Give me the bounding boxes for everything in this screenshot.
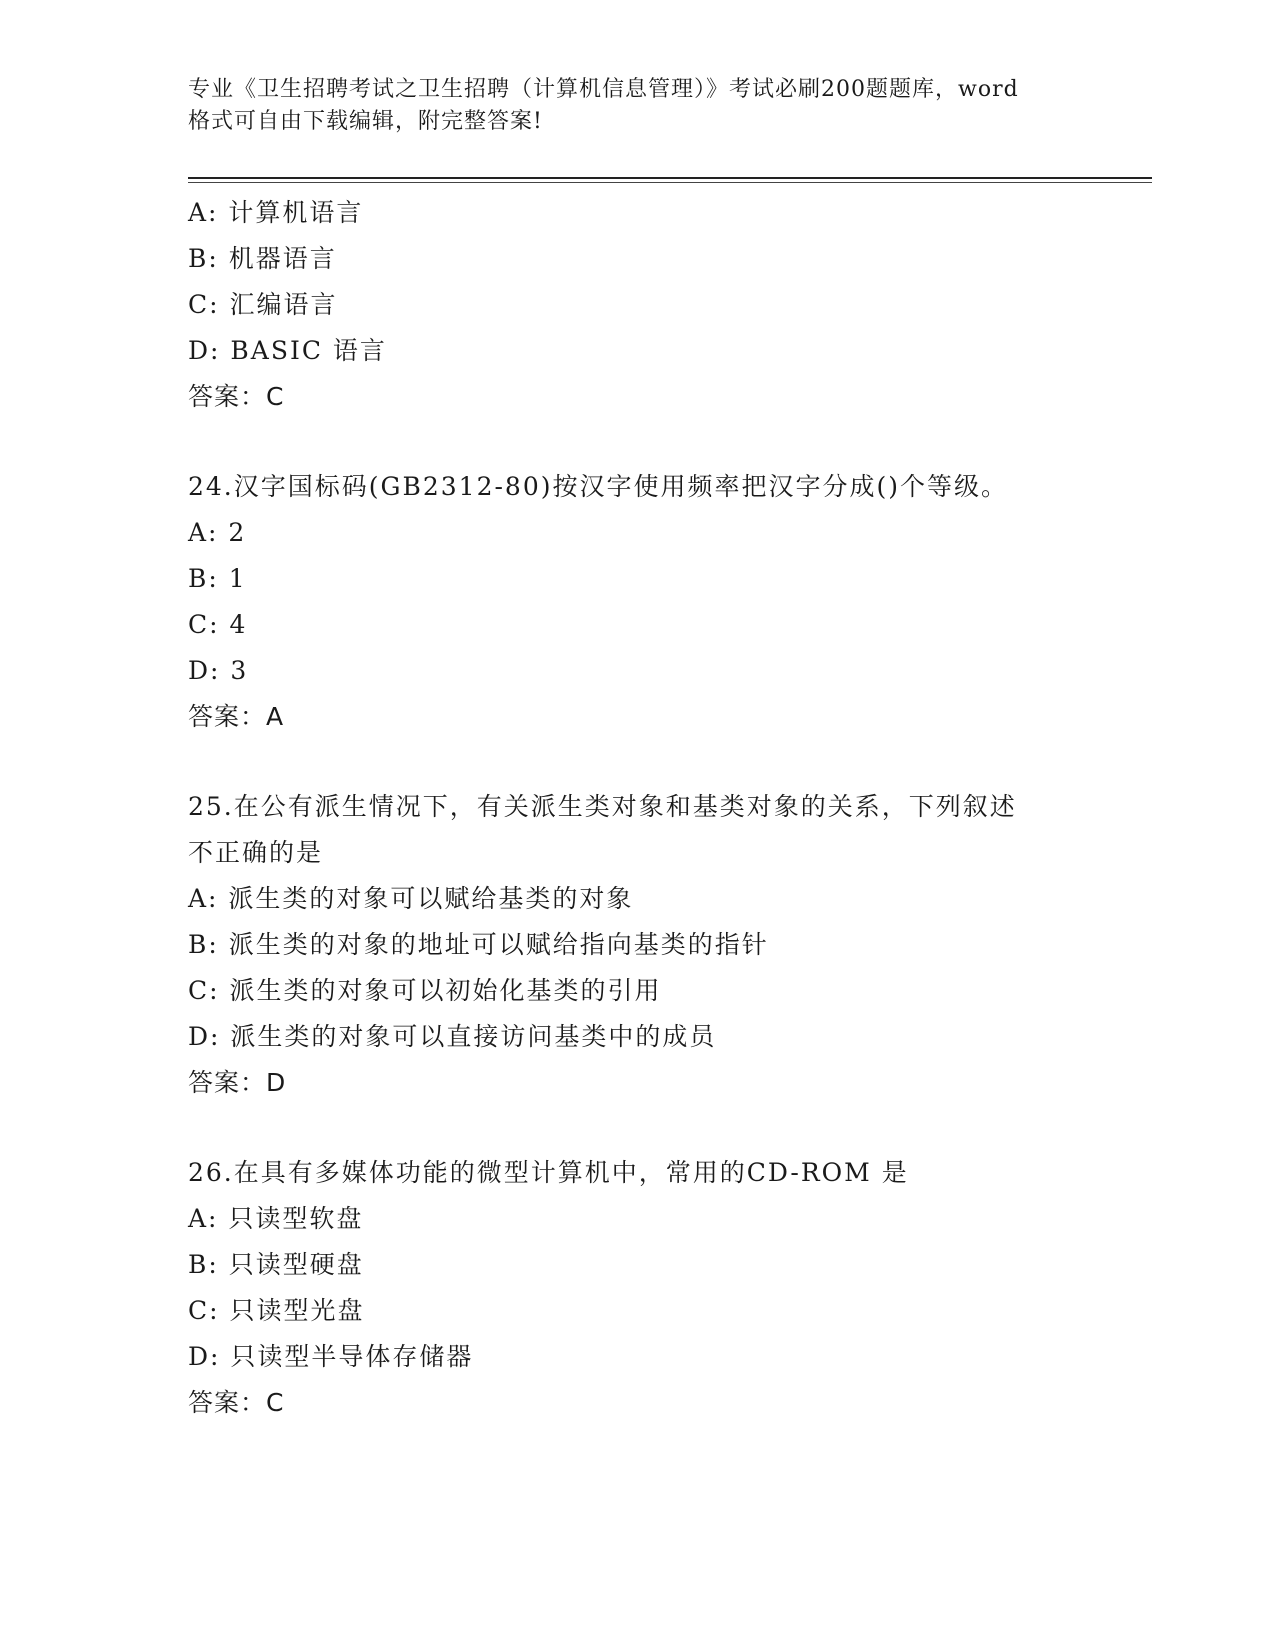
option-d: D: 派生类的对象可以直接访问基类中的成员 bbox=[188, 1022, 717, 1051]
question-stem-line-2: 不正确的是 bbox=[188, 838, 324, 867]
answer-label: 答案：C bbox=[188, 382, 285, 411]
option-b: B: 派生类的对象的地址可以赋给指向基类的指针 bbox=[188, 930, 769, 959]
option-b: B: 1 bbox=[188, 564, 247, 593]
option-a: A: 2 bbox=[188, 518, 247, 547]
option-d: D: 3 bbox=[188, 656, 249, 685]
question-stem-line-1: 25.在公有派生情况下，有关派生类对象和基类对象的关系，下列叙述 bbox=[188, 792, 1017, 821]
option-a: A: 计算机语言 bbox=[188, 198, 364, 227]
question-spacer bbox=[188, 420, 1108, 464]
option-a: A: 只读型软盘 bbox=[188, 1204, 364, 1233]
question-23 bbox=[188, 190, 1108, 420]
option-c: C: 派生类的对象可以初始化基类的引用 bbox=[188, 976, 662, 1005]
option-d: D: 只读型半导体存储器 bbox=[188, 1342, 474, 1371]
question-stem: 26.在具有多媒体功能的微型计算机中，常用的CD-ROM 是 bbox=[188, 1158, 909, 1187]
header-line-2: 格式可自由下载编辑，附完整答案! bbox=[188, 109, 543, 134]
option-d: D: BASIC 语言 bbox=[188, 336, 387, 365]
option-c: C: 4 bbox=[188, 610, 248, 639]
option-c: C: 汇编语言 bbox=[188, 290, 338, 319]
question-26 bbox=[188, 1150, 1108, 1426]
option-c: C: 只读型光盘 bbox=[188, 1296, 365, 1325]
question-spacer bbox=[188, 1106, 1108, 1150]
option-a: A: 派生类的对象可以赋给基类的对象 bbox=[188, 884, 634, 913]
question-list bbox=[188, 190, 1108, 1426]
header-divider-thin bbox=[188, 182, 1152, 183]
option-b: B: 只读型硬盘 bbox=[188, 1250, 364, 1279]
header-divider-thick bbox=[188, 177, 1152, 179]
question-stem: 24.汉字国标码(GB2312-80)按汉字使用频率把汉字分成()个等级。 bbox=[188, 472, 1008, 501]
question-24 bbox=[188, 464, 1108, 740]
answer-label: 答案：C bbox=[188, 1388, 285, 1417]
document-header bbox=[188, 74, 1088, 138]
answer-label: 答案：D bbox=[188, 1068, 287, 1097]
answer-label: 答案：A bbox=[188, 702, 285, 731]
question-spacer bbox=[188, 740, 1108, 784]
option-b: B: 机器语言 bbox=[188, 244, 337, 273]
header-line-1: 专业《卫生招聘考试之卫生招聘（计算机信息管理）》考试必刷200题题库，word bbox=[188, 77, 1019, 102]
question-25 bbox=[188, 784, 1108, 1106]
